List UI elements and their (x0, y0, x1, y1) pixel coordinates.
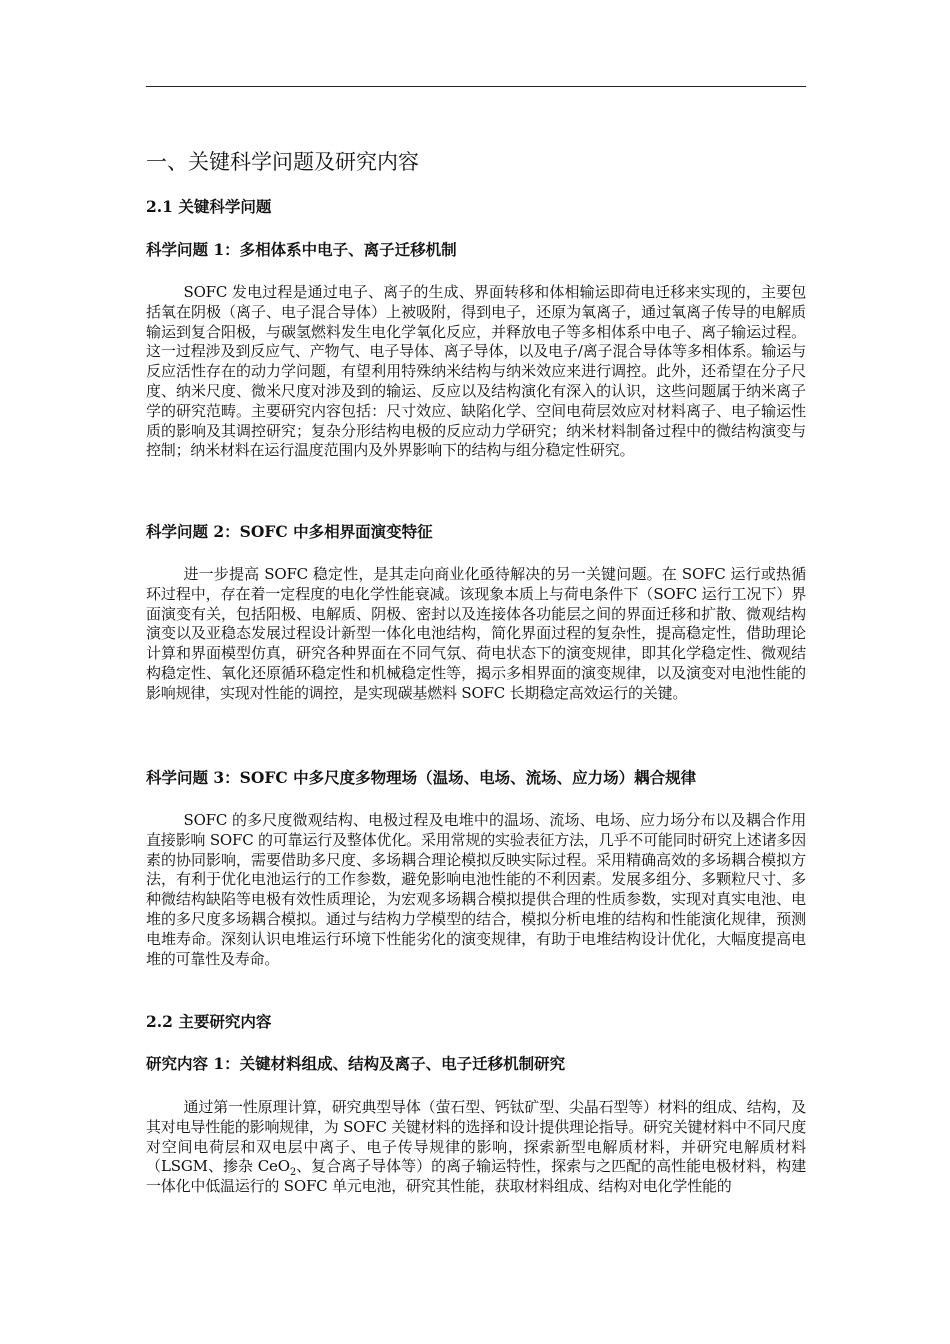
content-1-paragraph (146, 1098, 806, 1197)
problem-2-heading: 科学问题 2：SOFC 中多相界面演变特征 (146, 522, 433, 541)
content-1-subscript: 2 (289, 1167, 296, 1179)
section-heading-2-1: 2.1 关键科学问题 (146, 197, 272, 216)
content-1-text-b: 、复合离子导体等）的离子输运特性，探索与之匹配的高性能电极材料，构建一体化中低温运行的 SOFC 单元电池，研究其性能，获取材料组成、结构对电化学性能的 (146, 1157, 806, 1196)
problem-3-paragraph: SOFC 的多尺度微观结构、电极过程及电堆中的温场、流场、电场、应力场分布以及耦合作用直接影响 SOFC 的可靠运行及整体优化。采用常规的实验表征方法，几乎不可能同时研究上述诸多因素的协同影响，需要借助多尺度、多场耦合理论模拟反映实际过程。采用精确高效的多场耦合模拟方法，有利于优化电池运行的工作参数，避免影响电池性能的不利因素。发展多组分、多颗粒尺寸、多种微结构缺陷等电极有效性质理论，为宏观多场耦合模拟提供合理的性质参数，实现对真实电池、电堆的多尺度多场耦合模拟。通过与结构力学模型的结合，模拟分析电堆的结构和性能演化规律，预测电堆寿命。深刻认识电堆运行环境下性能劣化的演变规律，有助于电堆结构设计优化，大幅度提高电堆的可靠性及寿命。 (146, 811, 806, 968)
header-rule (146, 86, 806, 87)
problem-2-paragraph: 进一步提高 SOFC 稳定性，是其走向商业化亟待解决的另一关键问题。在 SOFC 运行或热循环过程中，存在着一定程度的电化学性能衰减。该现象本质上与荷电条件下（SOFC 运行工况下）界面演变有关，包括阳极、电解质、阴极、密封以及连接体各功能层之间的界面迁移和扩散、微观结构演变以及亚稳态发展过程设计新型一体化电池结构，简化界面过程的复杂性，提高稳定性，借助理论计算和界面模型仿真，研究各种界面在不同气氛、荷电状态下的演变规律，即其化学稳定性、微观结构稳定性、氧化还原循环稳定性和机械稳定性等，揭示多相界面的演变规律，以及演变对电池性能的影响规律，实现对性能的调控，是实现碳基燃料 SOFC 长期稳定高效运行的关键。 (146, 565, 806, 702)
problem-1-heading: 科学问题 1：多相体系中电子、离子迁移机制 (146, 240, 457, 259)
problem-1-paragraph: SOFC 发电过程是通过电子、离子的生成、界面转移和体相输运即荷电迁移来实现的，主要包括氧在阴极（离子、电子混合导体）上被吸附，得到电子，还原为氧离子，通过氧离子传导的电解质输运到复合阳极，与碳氢燃料发生电化学氧化反应，并释放电子等多相体系中电子、离子输运过程。这一过程涉及到反应气、产物气、电子导体、离子导体，以及电子/离子混合导体等多相体系。输运与反应活性存在的动力学问题，有望利用特殊纳米结构与纳米效应来进行调控。此外，还希望在分子尺度、纳米尺度、微米尺度对涉及到的输运、反应以及结构演化有深入的认识，这些问题属于纳米离子学的研究范畴。主要研究内容包括：尺寸效应、缺陷化学、空间电荷层效应对材料离子、电子输运性质的影响及其调控研究；复杂分形结构电极的反应动力学研究；纳米材料制备过程中的微结构演变与控制；纳米材料在运行温度范围内及外界影响下的结构与组分稳定性研究。 (146, 283, 806, 460)
problem-3-heading: 科学问题 3：SOFC 中多尺度多物理场（温场、电场、流场、应力场）耦合规律 (146, 768, 697, 787)
content-1-text-a: 通过第一性原理计算，研究典型导体（萤石型、钙钛矿型、尖晶石型等）材料的组成、结构，及其对电导性能的影响规律，为 SOFC 关键材料的选择和设计提供理论指导。研究关键材料中不同尺度对空间电荷层和双电层中离子、电子传导规律的影响，探索新型电解质材料，并研究电解质材料（LSGM、掺杂 CeO (146, 1098, 806, 1176)
section-heading-2-2: 2.2 主要研究内容 (146, 1012, 272, 1031)
chapter-title: 一、关键科学问题及研究内容 (146, 150, 419, 174)
content-1-heading: 研究内容 1：关键材料组成、结构及离子、电子迁移机制研究 (146, 1054, 566, 1073)
